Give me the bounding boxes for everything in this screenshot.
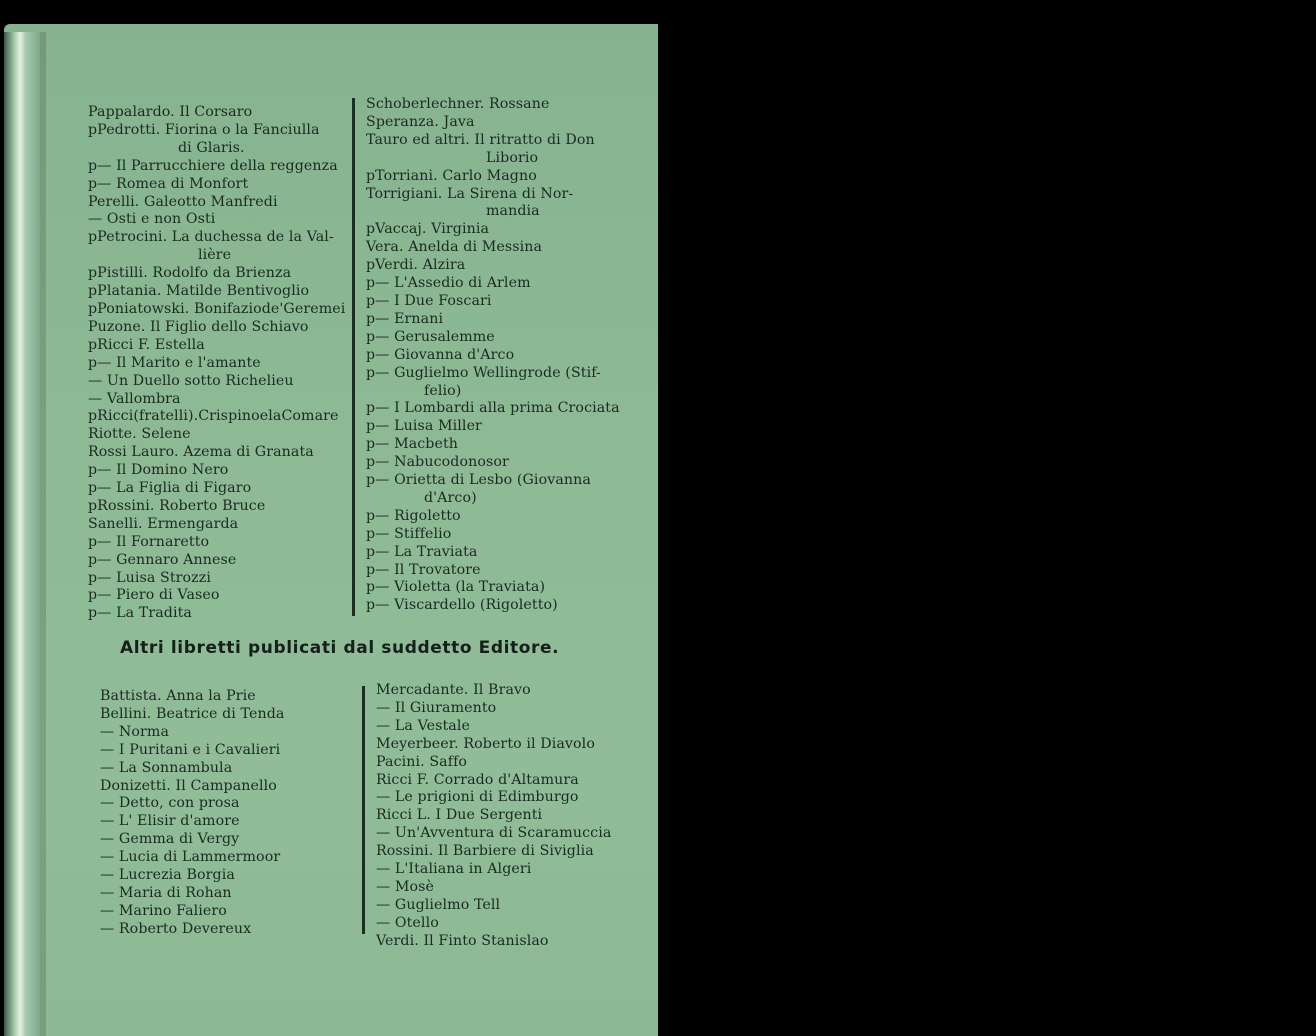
catalog-entry: p— La Tradita bbox=[88, 605, 192, 622]
column-divider-lower bbox=[362, 686, 365, 934]
upper-right-column bbox=[366, 96, 628, 615]
catalog-entry: p— Il Parrucchiere della reggenza bbox=[88, 157, 338, 174]
catalog-entry: — La Sonnambula bbox=[100, 759, 233, 776]
catalog-entry: — Le prigioni di Edimburgo bbox=[376, 789, 579, 806]
catalog-entry: — La Vestale bbox=[376, 717, 470, 734]
catalog-entry: p— Il Domino Nero bbox=[88, 462, 229, 479]
catalog-entry: Ricci L. I Due Sergenti bbox=[376, 807, 543, 824]
catalog-entry: Ricci F. Corrado d'Altamura bbox=[376, 771, 579, 788]
catalog-entry: Sanelli. Ermengarda bbox=[88, 515, 239, 532]
catalog-entry: p— La Traviata bbox=[366, 543, 478, 560]
catalog-entry: — Il Giuramento bbox=[376, 699, 497, 716]
catalog-entry: — Roberto Devereux bbox=[100, 920, 252, 937]
catalog-entry: Torrigiani. La Sirena di Nor- bbox=[366, 185, 574, 202]
catalog-entry: p— La Figlia di Figaro bbox=[88, 480, 252, 497]
catalog-entry: Perelli. Galeotto Manfredi bbox=[88, 193, 278, 210]
catalog-entry: Speranza. Java bbox=[366, 113, 475, 130]
catalog-entry: p— I Lombardi alla prima Crociata bbox=[366, 400, 620, 417]
catalog-entry: p— Il Marito e l'amante bbox=[88, 354, 261, 371]
catalog-entry: p— Nabucodonosor bbox=[366, 454, 509, 471]
catalog-entry: pRossini. Roberto Bruce bbox=[88, 497, 266, 514]
catalog-entry: Tauro ed altri. Il ritratto di Don bbox=[366, 131, 595, 148]
catalog-entry: p— Rigoletto bbox=[366, 507, 461, 524]
catalog-entry: Meyerbeer. Roberto il Diavolo bbox=[376, 735, 595, 752]
page-binding-edge bbox=[4, 32, 40, 1036]
catalog-entry: pPistilli. Rodolfo da Brienza bbox=[88, 265, 292, 282]
catalog-entry: Mercadante. Il Bravo bbox=[376, 682, 531, 698]
catalog-entry: d'Arco) bbox=[424, 489, 477, 506]
section-heading: Altri libretti publicati dal suddetto Editore. bbox=[120, 638, 560, 658]
catalog-entry: pPetrocini. La duchessa de la Val- bbox=[88, 229, 334, 246]
catalog-entry: Pappalardo. Il Corsaro bbox=[88, 104, 253, 120]
upper-left-column bbox=[88, 104, 350, 623]
lower-right-column bbox=[376, 682, 636, 951]
catalog-entry: — Marino Faliero bbox=[100, 902, 227, 919]
catalog-entry: felio) bbox=[424, 382, 462, 399]
catalog-entry: — Un Duello sotto Richelieu bbox=[88, 372, 294, 389]
catalog-entry: — Lucrezia Borgia bbox=[100, 867, 235, 884]
catalog-entry: — Osti e non Osti bbox=[88, 211, 216, 228]
catalog-entry: — L' Elisir d'amore bbox=[100, 813, 240, 830]
catalog-entry: p— Gerusalemme bbox=[366, 328, 495, 345]
catalog-entry: — Gemma di Vergy bbox=[100, 831, 240, 848]
catalog-entry: p— I Due Foscari bbox=[366, 292, 492, 309]
catalog-entry: pRicci F. Estella bbox=[88, 336, 205, 353]
catalog-entry: p— Orietta di Lesbo (Giovanna bbox=[366, 472, 591, 489]
catalog-entry: Battista. Anna la Prie bbox=[100, 688, 256, 704]
catalog-entry: pPedrotti. Fiorina o la Fanciulla bbox=[88, 121, 320, 138]
catalog-entry: p— Il Fornaretto bbox=[88, 533, 210, 550]
catalog-entry: Riotte. Selene bbox=[88, 426, 191, 443]
catalog-entry: Bellini. Beatrice di Tenda bbox=[100, 705, 285, 722]
catalog-entry: — I Puritani e i Cavalieri bbox=[100, 741, 281, 758]
catalog-entry: p— Ernani bbox=[366, 310, 444, 327]
catalog-entry: p— Luisa Strozzi bbox=[88, 569, 211, 586]
catalog-entry: Donizetti. Il Campanello bbox=[100, 777, 277, 794]
catalog-entry: — Otello bbox=[376, 914, 439, 931]
catalog-entry: p— Il Trovatore bbox=[366, 561, 481, 578]
catalog-entry: mandia bbox=[486, 203, 540, 220]
catalog-entry: Verdi. Il Finto Stanislao bbox=[376, 932, 549, 949]
catalog-entry: p— Macbeth bbox=[366, 436, 459, 453]
catalog-entry: — Mosè bbox=[376, 878, 435, 895]
catalog-entry: Pacini. Saffo bbox=[376, 753, 468, 770]
catalog-entry: p— Viscardello (Rigoletto) bbox=[366, 597, 558, 614]
catalog-entry: Liborio bbox=[486, 149, 539, 166]
catalog-entry: p— L'Assedio di Arlem bbox=[366, 275, 531, 292]
catalog-entry: pPlatania. Matilde Bentivoglio bbox=[88, 283, 310, 300]
catalog-entry: — Vallombra bbox=[88, 390, 181, 407]
catalog-entry: lière bbox=[198, 247, 232, 264]
catalog-entry: pVaccaj. Virginia bbox=[366, 221, 490, 238]
catalog-entry: p— Gennaro Annese bbox=[88, 551, 237, 568]
catalog-entry: di Glaris. bbox=[178, 139, 245, 156]
catalog-entry: — Lucia di Lammermoor bbox=[100, 849, 281, 866]
catalog-entry: pTorriani. Carlo Magno bbox=[366, 167, 537, 184]
catalog-entry: pPoniatowski. Bonifaziode'Geremei bbox=[88, 300, 346, 317]
catalog-entry: Rossi Lauro. Azema di Granata bbox=[88, 444, 314, 461]
catalog-entry: p— Giovanna d'Arco bbox=[366, 346, 515, 363]
catalog-entry: Puzone. Il Figlio dello Schiavo bbox=[88, 318, 309, 335]
catalog-entry: — Detto, con prosa bbox=[100, 795, 240, 812]
catalog-entry: — Guglielmo Tell bbox=[376, 896, 501, 913]
catalog-entry: — Norma bbox=[100, 723, 170, 740]
page-edge-shadow bbox=[40, 32, 46, 1036]
catalog-entry: p— Romea di Monfort bbox=[88, 175, 249, 192]
catalog-entry: pRicci(fratelli).CrispinoelaComare bbox=[88, 408, 339, 425]
lower-left-column bbox=[100, 688, 350, 939]
catalog-entry: p— Stiffelio bbox=[366, 525, 452, 542]
catalog-entry: — L'Italiana in Algeri bbox=[376, 861, 532, 878]
catalog-entry: p— Guglielmo Wellingrode (Stif- bbox=[366, 364, 601, 381]
column-divider-upper bbox=[352, 98, 355, 616]
catalog-entry: p— Piero di Vaseo bbox=[88, 587, 220, 604]
catalog-entry: p— Violetta (la Traviata) bbox=[366, 579, 546, 596]
catalog-entry: p— Luisa Miller bbox=[366, 418, 482, 435]
catalog-entry: — Un'Avventura di Scaramuccia bbox=[376, 825, 612, 842]
catalog-entry: — Maria di Rohan bbox=[100, 884, 232, 901]
catalog-entry: pVerdi. Alzira bbox=[366, 257, 466, 274]
catalog-entry: Schoberlechner. Rossane bbox=[366, 96, 550, 112]
catalog-entry: Vera. Anelda di Messina bbox=[366, 239, 543, 256]
catalog-entry: Rossini. Il Barbiere di Siviglia bbox=[376, 843, 594, 860]
